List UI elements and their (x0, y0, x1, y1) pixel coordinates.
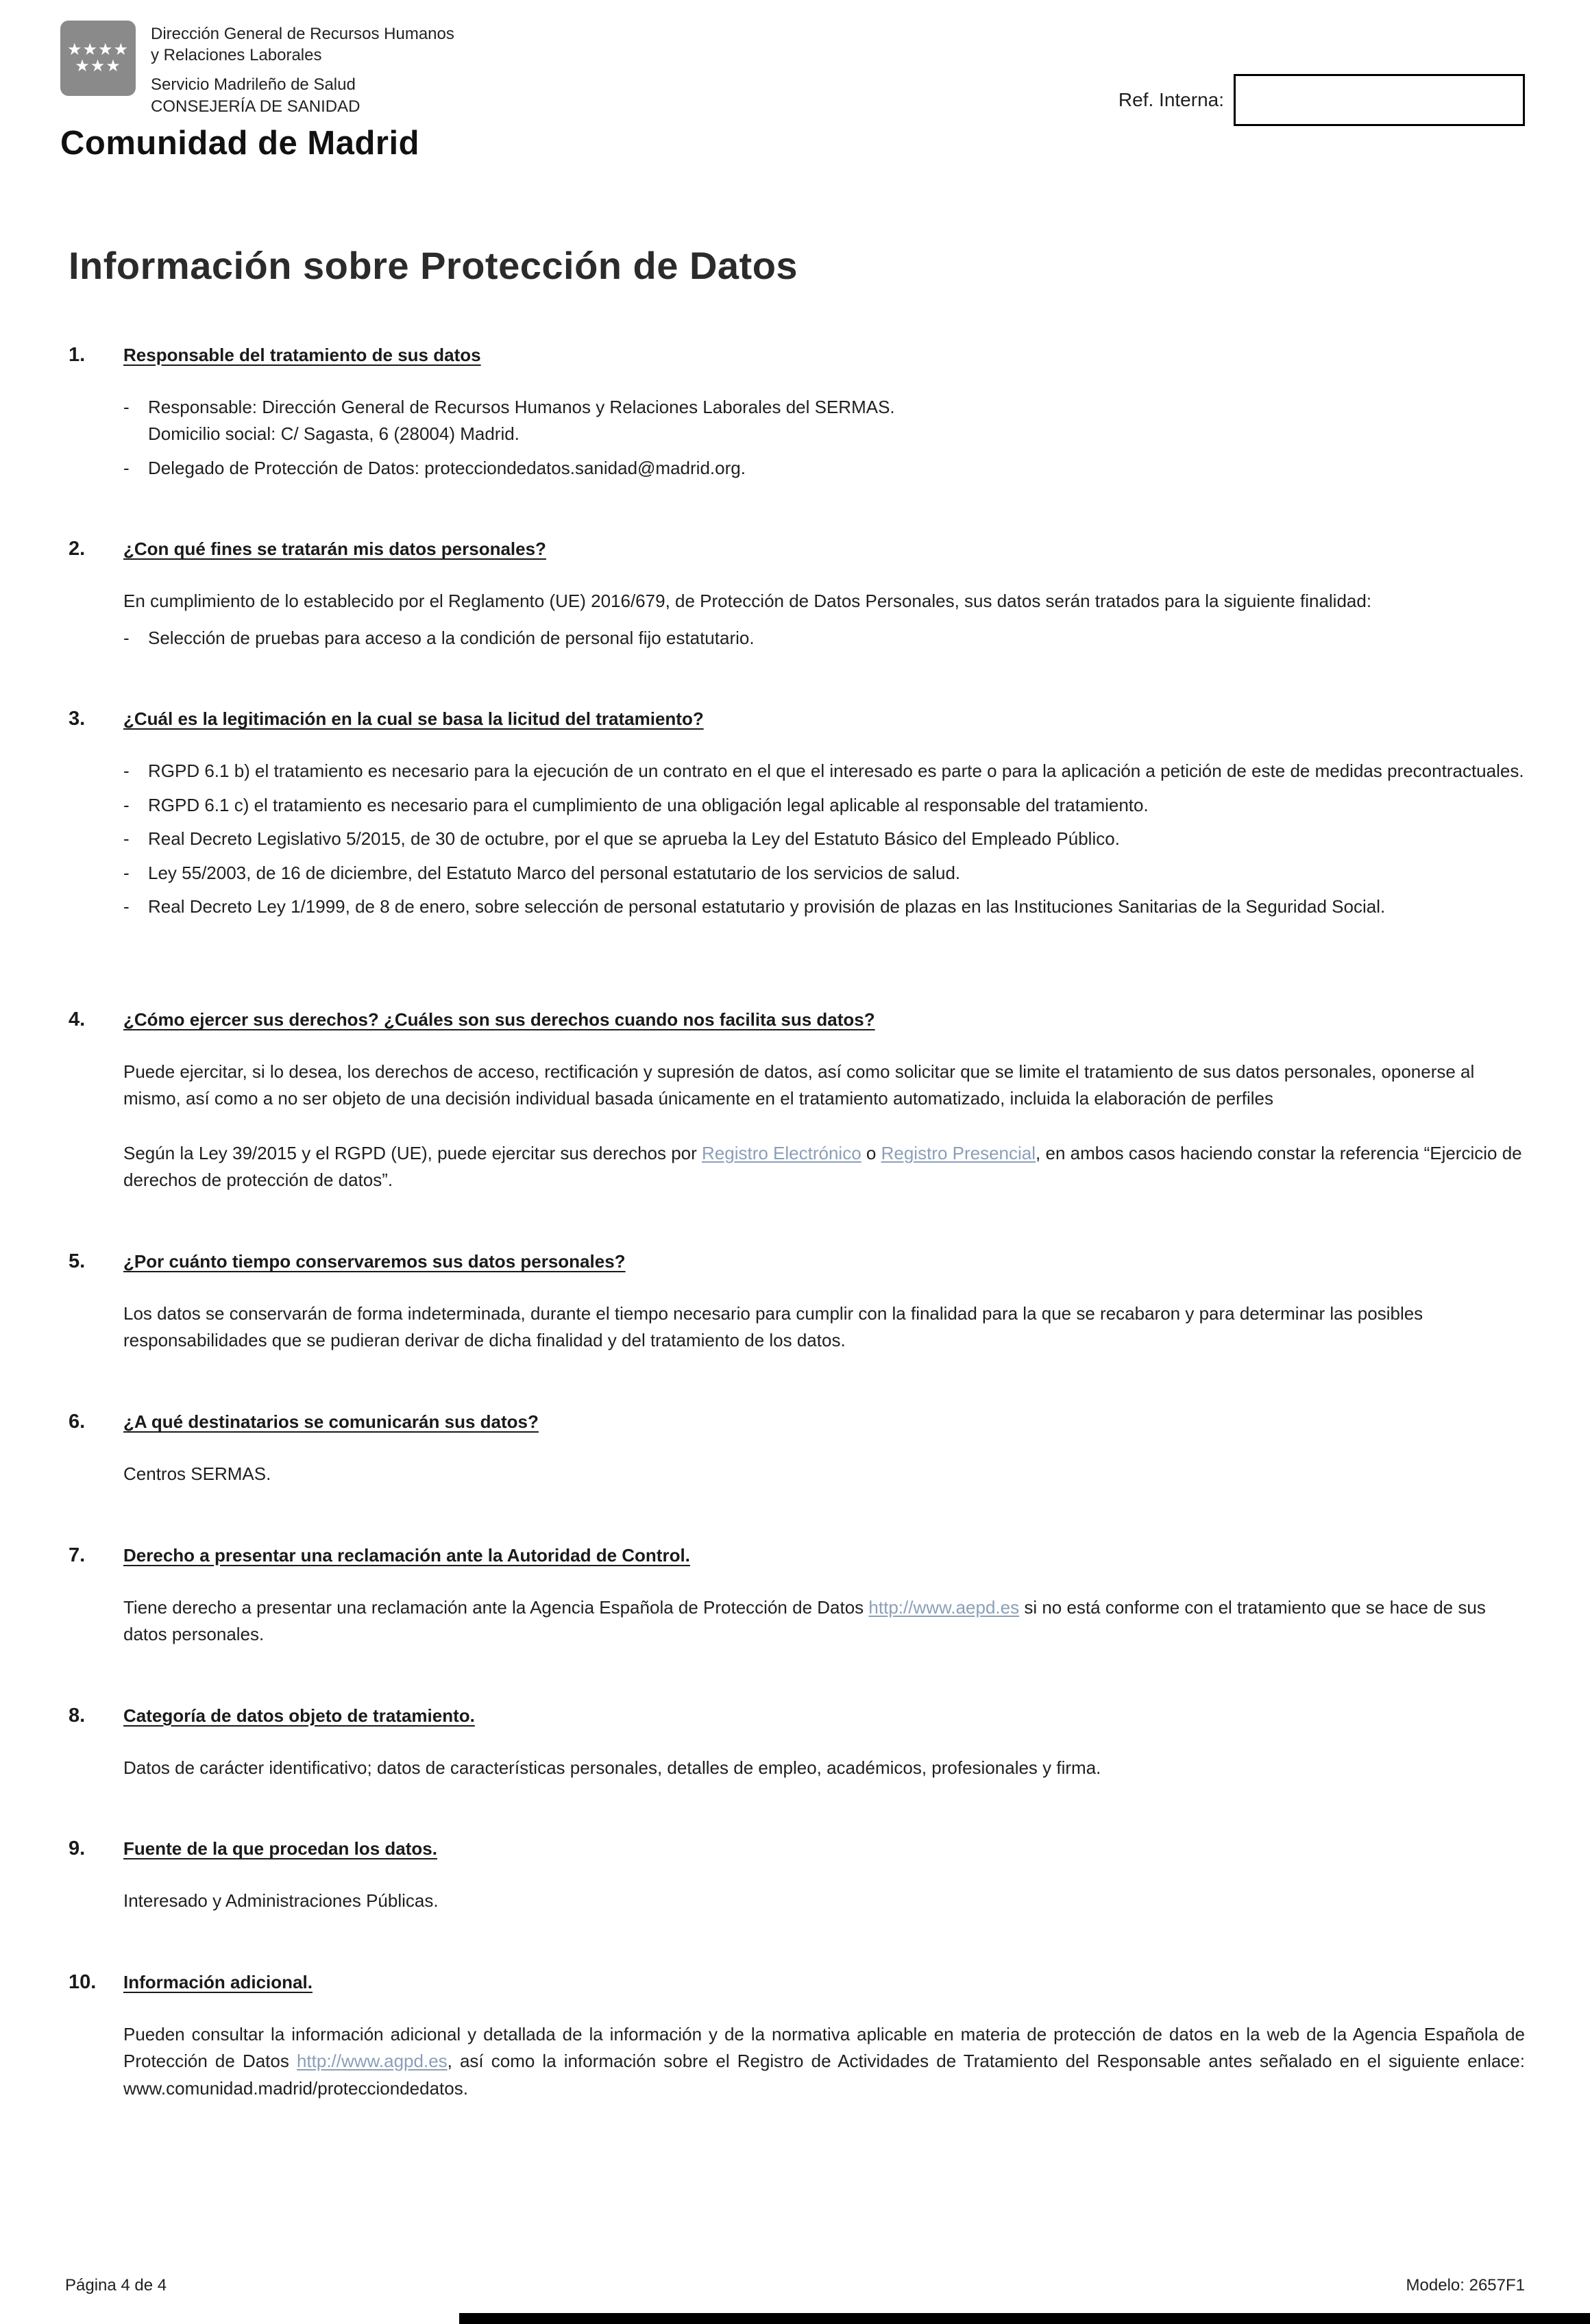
section-conservacion (69, 1250, 1525, 1355)
bullet-list (123, 625, 1525, 652)
section-number: 9. (69, 1838, 86, 1860)
paragraph: Datos de carácter identificativo; datos de características personales, detalles de empleo, académicos, profesionales y firma. (123, 1757, 1101, 1778)
list-item (123, 758, 1525, 785)
list-item-text: RGPD 6.1 b) el tratamiento es necesario para la ejecución de un contrato en el que el interesado es parte o para la aplicación a petición de este de medidas precontractuales. (148, 761, 1524, 782)
dash-glyph: - (123, 828, 130, 850)
section-heading: Fuente de la que procedan los datos. (123, 1838, 437, 1859)
section-body (123, 758, 1525, 921)
section-derechos (69, 1009, 1525, 1194)
list-item (123, 455, 1525, 482)
model-number: Modelo: 2657F1 (1406, 2276, 1525, 2295)
section-number: 8. (69, 1704, 86, 1727)
dash-glyph: - (123, 457, 130, 478)
list-item (123, 893, 1525, 921)
ref-interna-block (1118, 74, 1525, 126)
section-heading: ¿A qué destinatarios se comunicarán sus datos? (123, 1411, 539, 1432)
section-number: 7. (69, 1544, 86, 1566)
list-item (123, 394, 1525, 448)
dash-glyph: - (123, 896, 130, 917)
text-segment: Tiene derecho a presentar una reclamación ante la Agencia Española de Protección de Datos (123, 1596, 869, 1618)
section-body (123, 1300, 1525, 1355)
aepd-link[interactable]: http://www.aepd.es (868, 1596, 1020, 1618)
section-body (123, 1755, 1525, 1782)
section-head (69, 538, 1525, 560)
section-body (123, 588, 1525, 652)
section-fuente-datos (69, 1838, 1525, 1915)
section-head (69, 1544, 1525, 1567)
text-segment: Pueden consultar la información adicional y detallada de la información y de la normativa aplicable en materia de protección de datos en la web de la Agencia Española de Protección de Datos (123, 2023, 1525, 2072)
list-item-text: Real Decreto Ley 1/1999, de 8 de enero, sobre selección de personal estatutario y provisión de plazas en las Instituciones Sanitarias de la Seguridad Social. (148, 896, 1386, 917)
registro-electronico-link[interactable]: Registro Electrónico (702, 1142, 861, 1163)
ref-interna-label: Ref. Interna: (1118, 89, 1224, 110)
section-heading: Categoría de datos objeto de tratamiento. (123, 1705, 475, 1726)
scan-artifact-bar (459, 2313, 1590, 2324)
list-item-text: Delegado de Protección de Datos: protecciondedatos.sanidad@madrid.org. (148, 457, 746, 478)
section-body (123, 2021, 1525, 2103)
text-segment: , en ambos casos haciendo constar la referencia “Ejercicio de derechos de protección de datos”. (123, 1142, 1522, 1191)
section-number: 6. (69, 1411, 86, 1433)
list-item (123, 625, 1525, 652)
page-title: Información sobre Protección de Datos (69, 243, 798, 287)
section-categoria-datos (69, 1705, 1525, 1782)
dash-glyph: - (123, 396, 130, 417)
list-item-text (148, 394, 1525, 448)
document-header (0, 0, 1590, 162)
section-number: 2. (69, 538, 86, 560)
paragraph: Puede ejercitar, si lo desea, los derechos de acceso, rectificación y supresión de datos, así como solicitar que se limite el tratamiento de sus datos personales, oponerse al mismo, así como a no ser objeto de una decisión individual basada únicamente en el tratamiento automatizado, incluida la elaboración de perfiles (123, 1061, 1475, 1109)
text-segment: , así como la información sobre el Registro de Actividades de Tratamiento del Responsable antes señalado en el siguiente enlace: www.comunidad.madrid/protecciondedatos. (123, 2051, 1525, 2099)
section-fines (69, 538, 1525, 652)
org-line-3: Servicio Madrileño de Salud (151, 75, 356, 95)
section-heading: ¿Cuál es la legitimación en la cual se basa la licitud del tratamiento? (123, 708, 704, 730)
section-number: 10. (69, 1970, 97, 1993)
section-body (123, 1461, 1525, 1488)
org-block (151, 21, 454, 117)
section-body (123, 1594, 1525, 1648)
section-heading: ¿Por cuánto tiempo conservaremos sus datos personales? (123, 1250, 626, 1272)
section-head (69, 1838, 1525, 1860)
section-heading: ¿Cómo ejercer sus derechos? ¿Cuáles son sus derechos cuando nos facilita sus datos? (123, 1009, 875, 1030)
section-body (123, 1888, 1525, 1915)
brand-title: Comunidad de Madrid (60, 124, 419, 162)
madrid-stars-icon: ★★★★ (66, 40, 130, 59)
list-item-text: Selección de pruebas para acceso a la condición de personal fijo estatutario. (148, 627, 755, 648)
paragraph: Los datos se conservarán de forma indeterminada, durante el tiempo necesario para cumplir con la finalidad para la que se recabaron y para determinar las posibles responsabilidades que se pudieran derivar de dicha finalidad y del tratamiento de los datos. (123, 1302, 1423, 1351)
dash-glyph: - (123, 794, 130, 815)
bullet-list (123, 758, 1525, 921)
comunidad-madrid-logo (60, 21, 136, 96)
madrid-stars-icon: ★★★ (75, 57, 121, 75)
list-item-text: Ley 55/2003, de 16 de diciembre, del Estatuto Marco del personal estatutario de los servicios de salud. (148, 862, 961, 883)
section-body (123, 394, 1525, 482)
section-heading: Derecho a presentar una reclamación ante la Autoridad de Control. (123, 1544, 690, 1566)
text-segment: Domicilio social: C/ Sagasta, 6 (28004) Madrid. (148, 423, 519, 445)
org-line-2: y Relaciones Laborales (151, 46, 322, 65)
list-item-text: RGPD 6.1 c) el tratamiento es necesario para el cumplimiento de una obligación legal aplicable al responsable del tratamiento. (148, 794, 1149, 815)
list-item (123, 860, 1525, 887)
dash-glyph: - (123, 761, 130, 782)
bullet-list (123, 394, 1525, 482)
paragraph: En cumplimiento de lo establecido por el Reglamento (UE) 2016/679, de Protección de Datos Personales, sus datos serán tratados para la siguiente finalidad: (123, 591, 1372, 612)
section-number: 4. (69, 1008, 86, 1030)
list-item-text: Real Decreto Legislativo 5/2015, de 30 de octubre, por el que se aprueba la Ley del Estatuto Básico del Empleado Público. (148, 828, 1120, 850)
section-head (69, 1411, 1525, 1433)
paragraph (123, 1140, 1525, 1194)
document-content (0, 344, 1590, 2102)
org-line-4: CONSEJERÍA DE SANIDAD (151, 97, 360, 116)
section-informacion-adicional (69, 1971, 1525, 2103)
paragraph: Centros SERMAS. (123, 1463, 271, 1484)
section-head (69, 1009, 1525, 1031)
section-head (69, 344, 1525, 367)
section-body (123, 1059, 1525, 1194)
section-reclamacion (69, 1544, 1525, 1648)
section-head (69, 1971, 1525, 1994)
section-heading: ¿Con qué fines se tratarán mis datos personales? (123, 539, 546, 560)
section-head (69, 708, 1525, 730)
agpd-link[interactable]: http://www.agpd.es (296, 2051, 448, 2072)
text-segment: Según la Ley 39/2015 y el RGPD (UE), puede ejercitar sus derechos por (123, 1142, 702, 1163)
dash-glyph: - (123, 627, 130, 648)
section-destinatarios (69, 1411, 1525, 1488)
text-segment: o (861, 1142, 881, 1163)
paragraph (123, 2021, 1525, 2103)
paragraph: Interesado y Administraciones Públicas. (123, 1890, 439, 1912)
registro-presencial-link[interactable]: Registro Presencial (881, 1142, 1036, 1163)
list-item (123, 826, 1525, 853)
document-footer (65, 2276, 1525, 2295)
section-head (69, 1705, 1525, 1727)
org-line-1: Dirección General de Recursos Humanos (151, 25, 454, 43)
section-heading: Responsable del tratamiento de sus datos (123, 344, 481, 365)
section-head (69, 1250, 1525, 1273)
list-item (123, 792, 1525, 819)
ref-interna-input[interactable] (1234, 74, 1525, 126)
dash-glyph: - (123, 862, 130, 883)
section-heading: Información adicional. (123, 1971, 313, 1992)
paragraph (123, 1594, 1525, 1648)
section-number: 5. (69, 1250, 86, 1272)
section-legitimacion (69, 708, 1525, 921)
text-segment: Responsable: Dirección General de Recursos Humanos y Relaciones Laborales del SERMAS. (148, 396, 895, 417)
section-number: 1. (69, 343, 86, 366)
page-number: Página 4 de 4 (65, 2276, 167, 2295)
section-responsable (69, 344, 1525, 482)
section-number: 3. (69, 708, 86, 730)
text-segment: si no está conforme con el tratamiento que se hace de sus datos personales. (123, 1596, 1486, 1645)
